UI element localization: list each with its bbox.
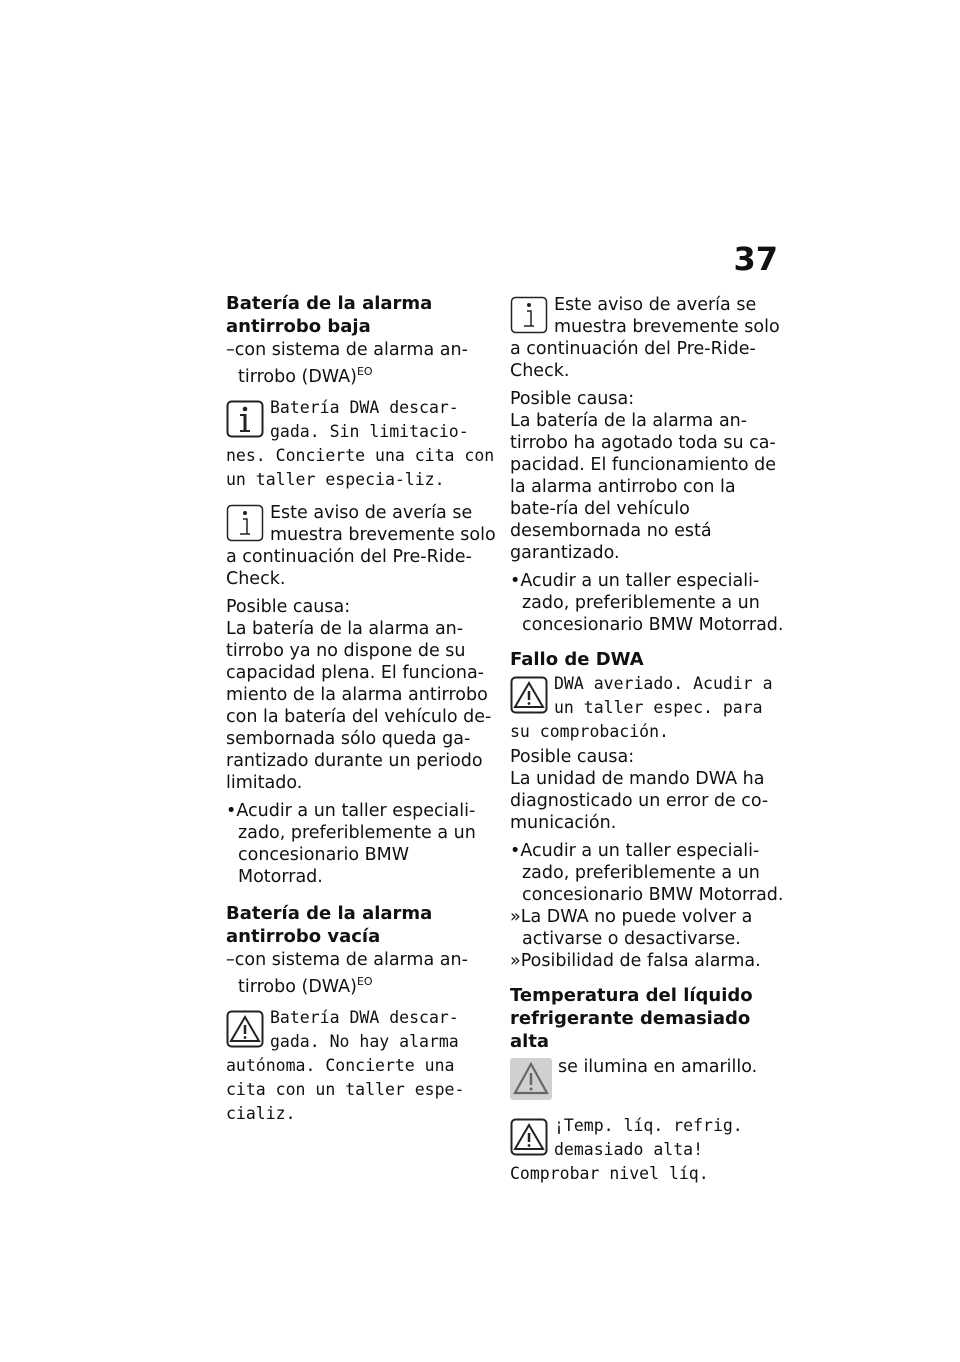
display-text-coolant: ¡Temp. líq. refrig. demasiado alta! Comprobar nivel líq. — [510, 1116, 743, 1183]
warning-triangle-icon — [226, 1010, 264, 1048]
heading-battery-low: Batería de la alarma antirrobo baja — [226, 293, 433, 337]
cause-label: Posible causa: La batería de la alarma an-tirrobo ya no dispone de su capacidad plena. El funciona-miento de la alarma antirrobo con la batería del vehículo de-sembornada sólo queda ga-rantizado durante un periodo limitado. — [226, 596, 492, 793]
cause-label: Posible causa: La batería de la alarma an-tirrobo ha agotado toda su ca-pacidad. El funcionamiento de la alarma antirrobo con la bate-ría del vehículo desembornada no está garantizado. — [510, 389, 776, 563]
equipment-note: –con sistema de alarma an-tirrobo (DWA)$^{EO}$ — [226, 949, 468, 997]
action-bullet: •Acudir a un taller especiali-zado, preferiblemente a un concesionario BMW Motorrad. — [226, 800, 476, 887]
warning-triangle-icon — [510, 1118, 548, 1156]
heading-coolant-temp: Temperatura del líquido refrigerante demasiado alta — [510, 985, 753, 1052]
result-item: »Posibilidad de falsa alarma. — [510, 951, 761, 971]
warning-light-note — [510, 1054, 784, 1100]
display-text-battery-low: Batería DWA descar-gada. Sin limitacio-nes. Concierte una cita con un taller especia-liz. — [226, 397, 495, 489]
page-number: 37 — [733, 240, 778, 278]
heading-dwa-fault: Fallo de DWA — [510, 649, 644, 670]
info-text: Este aviso de avería se muestra brevemente solo a continuación del Pre-Ride-Check. — [510, 295, 780, 381]
left-column — [226, 292, 498, 1132]
warning-triangle-icon — [510, 676, 548, 714]
info-icon — [510, 296, 548, 334]
warning-message-battery-empty — [226, 1006, 498, 1126]
warning-message-battery-low — [226, 396, 498, 492]
display-text-battery-empty: Batería DWA descar-gada. No hay alarma autónoma. Concierte una cita con un taller espe-cializ. — [226, 1007, 465, 1123]
info-text: Este aviso de avería se muestra brevemente solo a continuación del Pre-Ride-Check. — [226, 502, 496, 589]
warning-light-icon — [510, 1058, 552, 1100]
warning-light-text: se ilumina en amarillo. — [558, 1057, 758, 1077]
info-note — [510, 292, 784, 382]
warning-message-dwa-fault — [510, 672, 784, 744]
info-icon — [226, 504, 264, 542]
warning-message-coolant — [510, 1114, 784, 1186]
action-bullet: •Acudir a un taller especiali-zado, preferiblemente a un concesionario BMW Motorrad. — [510, 841, 784, 905]
info-note — [226, 500, 498, 590]
equipment-note: –con sistema de alarma an-tirrobo (DWA)$^{EO}$ — [226, 340, 468, 387]
cause-label: Posible causa: La unidad de mando DWA ha diagnosticado un error de co-municación. — [510, 747, 769, 833]
result-item: »La DWA no puede volver a activarse o desactivarse. — [510, 907, 753, 949]
info-icon — [226, 400, 264, 438]
action-bullet: •Acudir a un taller especiali-zado, preferiblemente a un concesionario BMW Motorrad. — [510, 571, 784, 635]
display-text-dwa-fault: DWA averiado. Acudir a un taller espec. para su comprobación. — [510, 674, 773, 741]
heading-battery-empty: Batería de la alarma antirrobo vacía — [226, 902, 433, 947]
right-column — [510, 292, 784, 1192]
